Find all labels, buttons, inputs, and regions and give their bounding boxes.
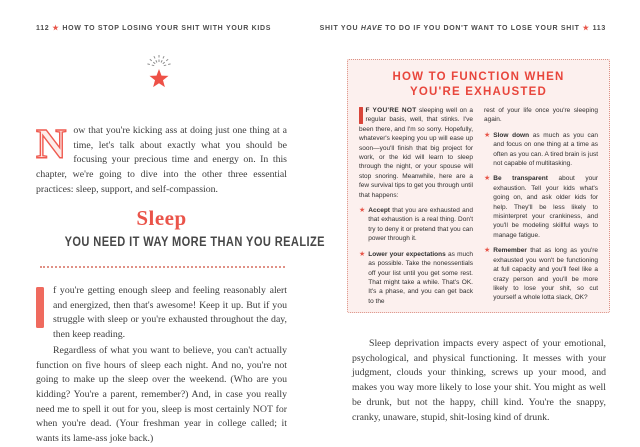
star-bullet-icon: ★ xyxy=(484,247,491,255)
sparkle-rays-icon xyxy=(146,54,171,66)
tip-continuation: rest of your life once you're sleeping again. xyxy=(484,107,598,124)
right-running-head xyxy=(320,24,606,32)
star-bullet-icon: ★ xyxy=(484,175,491,183)
left-running-head xyxy=(36,24,287,32)
star-bullet-icon: ★ xyxy=(359,207,366,215)
star-icon: ★ xyxy=(582,25,590,32)
left-page-number: 112 xyxy=(36,25,50,32)
list-item: ★ Accept that you are exhausted and that exhaustion is a real thing. Don't try to deny it or pretend that you can power through it. xyxy=(359,207,473,243)
closing-paragraph: Sleep deprivation impacts every aspect of your emotional, psychological, and physical functioning. It messes with your judgment, clouds your thinking, screws up your mood, and makes you way more likely to lose your shit. You might as well be drunk, but not the happy, chill kind. You're the snappy, cranky, unaware, stupid, shit-losing kind of drunk. xyxy=(352,338,606,423)
list-item: ★ Lower your expectations as much as possible. Take the nonessentials off your list until you get some rest. That might take a while. That's OK. It's a phase, and you can get back to the xyxy=(359,250,474,305)
intro-text: ow that you're kicking ass at doing just one thing at a time, let's talk about exactly what you should be focusing your precious time and energy on. In this chapter, we're going to dive into the other three essential practices: sleep, support, and self-compassion. xyxy=(36,125,287,195)
tip-box-column-1 xyxy=(359,106,473,306)
section-subtitle: YOU NEED IT WAY MORE THAN YOU REALIZE xyxy=(64,234,325,249)
dropcap-n: N xyxy=(36,122,67,168)
dropcap-i-bar xyxy=(36,287,44,328)
sparkle-star-ornament xyxy=(135,52,183,97)
star-icon: ★ xyxy=(52,25,60,32)
star-bullet-icon: ★ xyxy=(484,131,491,139)
tip-box-column-2 xyxy=(484,106,598,306)
intro-paragraph xyxy=(36,124,287,198)
tip-box xyxy=(347,59,610,313)
star-bullet-icon: ★ xyxy=(359,250,366,258)
dotted-divider xyxy=(40,266,285,268)
list-item: ★ Be transparent about your exhaustion. Tell your kids what's going on, and ask older kids for help. They'll be less likely to misinterpret your crankiness, and you'll be modeling skillful ways to manage fatigue. xyxy=(484,175,599,239)
list-item: ★ Slow down as much as you can and focus on one thing at a time as often as you can. A tired brain is just not capable of multitasking. xyxy=(484,131,598,168)
left-book-title: HOW TO STOP LOSING YOUR SHIT WITH YOUR KIDS xyxy=(62,25,272,32)
tip-box-title: HOW TO FUNCTION WHEN YOU'RE EXHAUSTED xyxy=(392,71,565,98)
dropcap-i-bar xyxy=(359,107,363,124)
right-chapter-title: SHIT YOU HAVE TO DO IF YOU DON'T WANT TO LOSE YOUR SHIT xyxy=(319,25,580,32)
list-item: ★ Remember that as long as you're exhausted you won't be functioning at full capacity and you'll feel like a crazy person and you'll be more likely to lose your shit, so cut yourself a whole lotta slack, OK? xyxy=(484,247,598,302)
sleep-body xyxy=(36,284,287,447)
tip-intro: F YOU'RE NOT sleeping well on a regular basis, well, that stinks. I've been there, and I'm so sorry. Hopefully, whatever's keeping you up will ease up soon—you'll finish that big project for work, or the kid will learn to sleep through the night, or your spouse will stop snoring. Meanwhile, here are a few survival tips to get you through until that happens: xyxy=(359,107,473,199)
red-star-icon xyxy=(150,69,169,87)
paragraph: Regardless of what you want to believe, you can't actually function on five hours of sleep each night. And no, you're not going to make up the sleep over the weekend. (Who are you kidding? You're a parent, remember?) And, in case you really need me to spell it out for you, sleep is most certainly NOT for when you're dead. (Your freshman year in college called; it wants its lame-ass joke back.) xyxy=(36,344,287,445)
paragraph: f you're getting enough sleep and feeling reasonably alert and energized, then that's awesome! Keep it up. But if you struggle with sleep or you're exhausted throughout the day, then keep reading. xyxy=(36,284,287,343)
right-page-number: 113 xyxy=(592,25,606,32)
section-title: Sleep xyxy=(136,206,187,230)
